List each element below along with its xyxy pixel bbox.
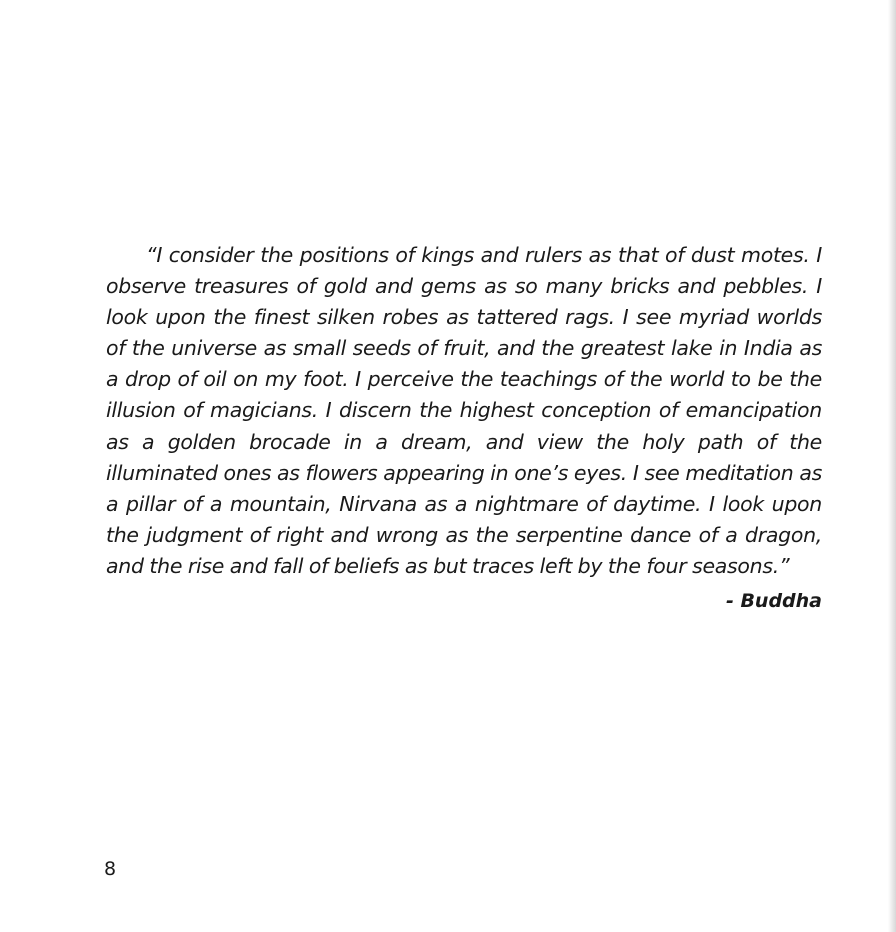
page-number: 8: [104, 858, 117, 880]
quote-text: “I consider the positions of kings and rulers as that of dust motes. I observe treasures of gold and gems as so many bricks and pebbles. I look upon the finest silken robes as tattered rags. I see myriad worlds of the universe as small seeds of fruit, and the greatest lake in India as a drop of oil on my foot. I perceive the teachings of the world to be the illusion of magicians. I discern the highest conception of emancipation as a golden brocade in a dream, and view the holy path of the illuminated ones as flowers appearing in one’s eyes. I see meditation as a pillar of a mountain, Nirvana as a nightmare of daytime. I look upon the judgment of right and wrong as the serpentine dance of a dragon, and the rise and fall of beliefs as but traces left by the four seasons.”: [106, 243, 822, 578]
page-edge-shadow: [888, 0, 896, 932]
quote-attribution: - Buddha: [725, 590, 822, 613]
quote-block: [106, 240, 822, 614]
